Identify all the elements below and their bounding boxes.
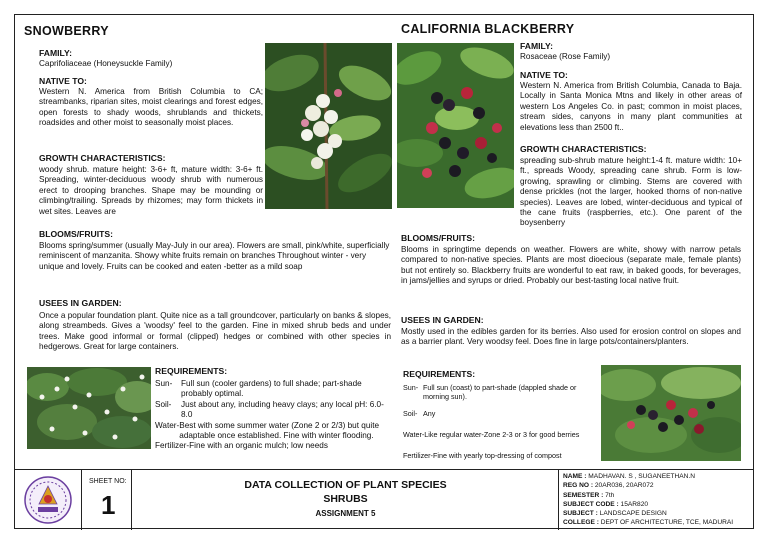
sheet-title: DATA COLLECTION OF PLANT SPECIES [244,479,447,491]
title-block [15,469,753,530]
blackberry-growth-heading: GROWTH CHARACTERISTICS: [520,144,647,154]
assignment-label: ASSIGNMENT 5 [315,509,376,518]
blackberry-photo [397,43,514,208]
blackberry-blooms: Blooms in springtime depends on weather. Flowers are white, showy with narrow petals compared to non-native species. Plants are most dioecious (separate male, female plants) but not entirely so. Blackberry fruits are wonderful to eat raw, in baked goods, for beverages, in jams/jellies and syrups or dried. Probably our best-tasting local native fruit. [401,245,741,286]
sheet-subtitle: SHRUBS [323,493,368,505]
snowberry-uses: Once a popular foundation plant. Quite nice as a tall groundcover, particularly on banks & slopes, along streambeds. Gives a 'woodsy' feel to the garden. Fine in mixed shrub beds and under trees. Make good informal or formal (clipped) hedges or combined with other species in hedgerows. Great for large containers. [39,311,391,352]
snowberry-req-water [155,421,395,442]
document-sheet [14,14,754,529]
info-name: NAME : MADHAVAN. S , SUGANEETHAN.N [563,473,696,480]
snowberry-growth-heading: GROWTH CHARACTERISTICS: [39,153,166,163]
req-text: Just about any, including heavy clays; any local pH: 6.0-8.0 [181,399,384,420]
snowberry-blooms-heading: BLOOMS/FRUITS: [39,229,113,239]
blackberry-title: CALIFORNIA BLACKBERRY [401,22,575,36]
blackberry-blooms-heading: BLOOMS/FRUITS: [401,233,475,243]
req-label: Soil- [403,409,418,418]
blackberry-family-heading: FAMILY: [520,41,553,51]
req-label: Fertilizer- [155,441,190,451]
info-semester: SEMESTER : 7th [563,491,615,499]
blackberry-req-sun [403,383,598,401]
req-text: Full sun (coast) to part-shade (dappled shade or morning sun). [423,383,577,401]
snowberry-requirements [155,379,395,452]
snowberry-title: SNOWBERRY [24,24,109,38]
snowberry-growth: woody shrub. mature height: 3-6+ ft, mature width: 3-6+ ft. Spreading, winter-deciduous woody shrub with numerous erect to drooping branches. Shape may be mounding or climbing/trailing. Spreads by rhizomes; may form thickets in wet sites. Leaves are [39,165,263,216]
info-subject: SUBJECT : LANDSCAPE DESIGN [563,510,667,518]
req-label: Water- [403,430,425,439]
snowberry-garden-photo [27,367,151,449]
snowberry-req-fertilizer [155,441,395,451]
divider [131,470,132,530]
info-reg: REG NO : 20AR036, 20AR072 [563,482,654,490]
req-text: Best with some summer water (Zone 2 or 2/3) but quite adaptable once established. Fine with winter flooding. [179,420,380,441]
divider [558,470,559,530]
blackberry-uses: Mostly used in the edibles garden for its berries. Also used for erosion control on slopes and as a barrier plant. Very woodsy feel. Does fine in large pots/containers/planters. [401,327,741,347]
snowberry-native: Western N. America from British Columbia to CA; streambanks, riparian sites, moist clearings and forest edges, open forests to shady woods, shrublands and thickets, roadsides and other moist to seasonally moist places. [39,87,263,128]
snowberry-family-heading: FAMILY: [39,48,72,58]
req-label: Fertilizer- [403,451,433,460]
snowberry-photo [265,43,392,209]
blackberry-requirements [403,383,598,460]
blackberry-requirements-heading: REQUIREMENTS: [403,369,476,379]
req-text: Any [423,409,436,418]
snowberry-family: Caprifoliaceae (Honeysuckle Family) [39,59,173,68]
blackberry-growth: spreading sub-shrub mature height:1-4 ft. mature width: 10+ ft., spreads Woody, spreading cane shrub. Form is low-growing, sprawling or climbing. Stems are covered with dense prickles (not the larger, hooked thorns of non-native species). Leaves are lobed, winter-deciduous and typical of the cane fruits (raspberries, etc.). One parent of the boysenberry [520,156,742,228]
snowberry-uses-heading: USEES IN GARDEN: [39,298,122,308]
blackberry-native-heading: NATIVE TO: [520,70,568,80]
info-subject-code: SUBJECT CODE : 15AR820 [563,500,649,508]
student-info [563,472,733,528]
blackberry-req-soil [403,409,598,418]
req-label: Water- [155,420,180,430]
divider [81,470,82,530]
college-logo [21,474,75,526]
blackberry-family: Rosaceae (Rose Family) [520,52,611,61]
blackberry-uses-heading: USEES IN GARDEN: [401,315,484,325]
info-college: COLLEGE : DEPT OF ARCHITECTURE, TCE, MADURAI [563,519,734,527]
req-label: Sun- [403,383,419,392]
snowberry-blooms: Blooms spring/summer (usually May-July in our area). Flowers are small, pink/white, superficially reminiscent of manzanita. Showy white fruits remain on branches Throughout winter - very unique and lovely. Fruits can be cooked and eaten -better as a mild soap [39,241,390,271]
req-label: Soil- [155,399,172,409]
sheet-label: SHEET NO: [89,478,127,485]
snowberry-req-sun [155,379,395,400]
req-text: Fine with yearly top-dressing of compost [432,451,562,460]
blackberry-bush-photo [601,365,741,461]
sheet-number: 1 [101,490,116,520]
blackberry-req-fertilizer [403,451,598,460]
req-label: Sun- [155,379,173,388]
blackberry-native: Western N. America from British Columbia, Canada to Baja. Locally in Santa Monica Mtns and likely in other areas of western Los Angeles Co. in past; common in moist places, stream sides, canyons in many plant communities at elevations less than 2500 ft.. [520,81,742,132]
blackberry-req-water [403,430,598,439]
req-text: Fine with an organic mulch; low needs [189,441,328,451]
snowberry-requirements-heading: REQUIREMENTS: [155,366,228,376]
snowberry-req-soil [155,400,395,421]
snowberry-native-heading: NATIVE TO: [39,76,87,86]
req-text: Full sun (cooler gardens) to full shade; part-shade probably optimal. [181,379,362,399]
req-text: Like regular water-Zone 2-3 or 3 for good berries [424,430,580,439]
